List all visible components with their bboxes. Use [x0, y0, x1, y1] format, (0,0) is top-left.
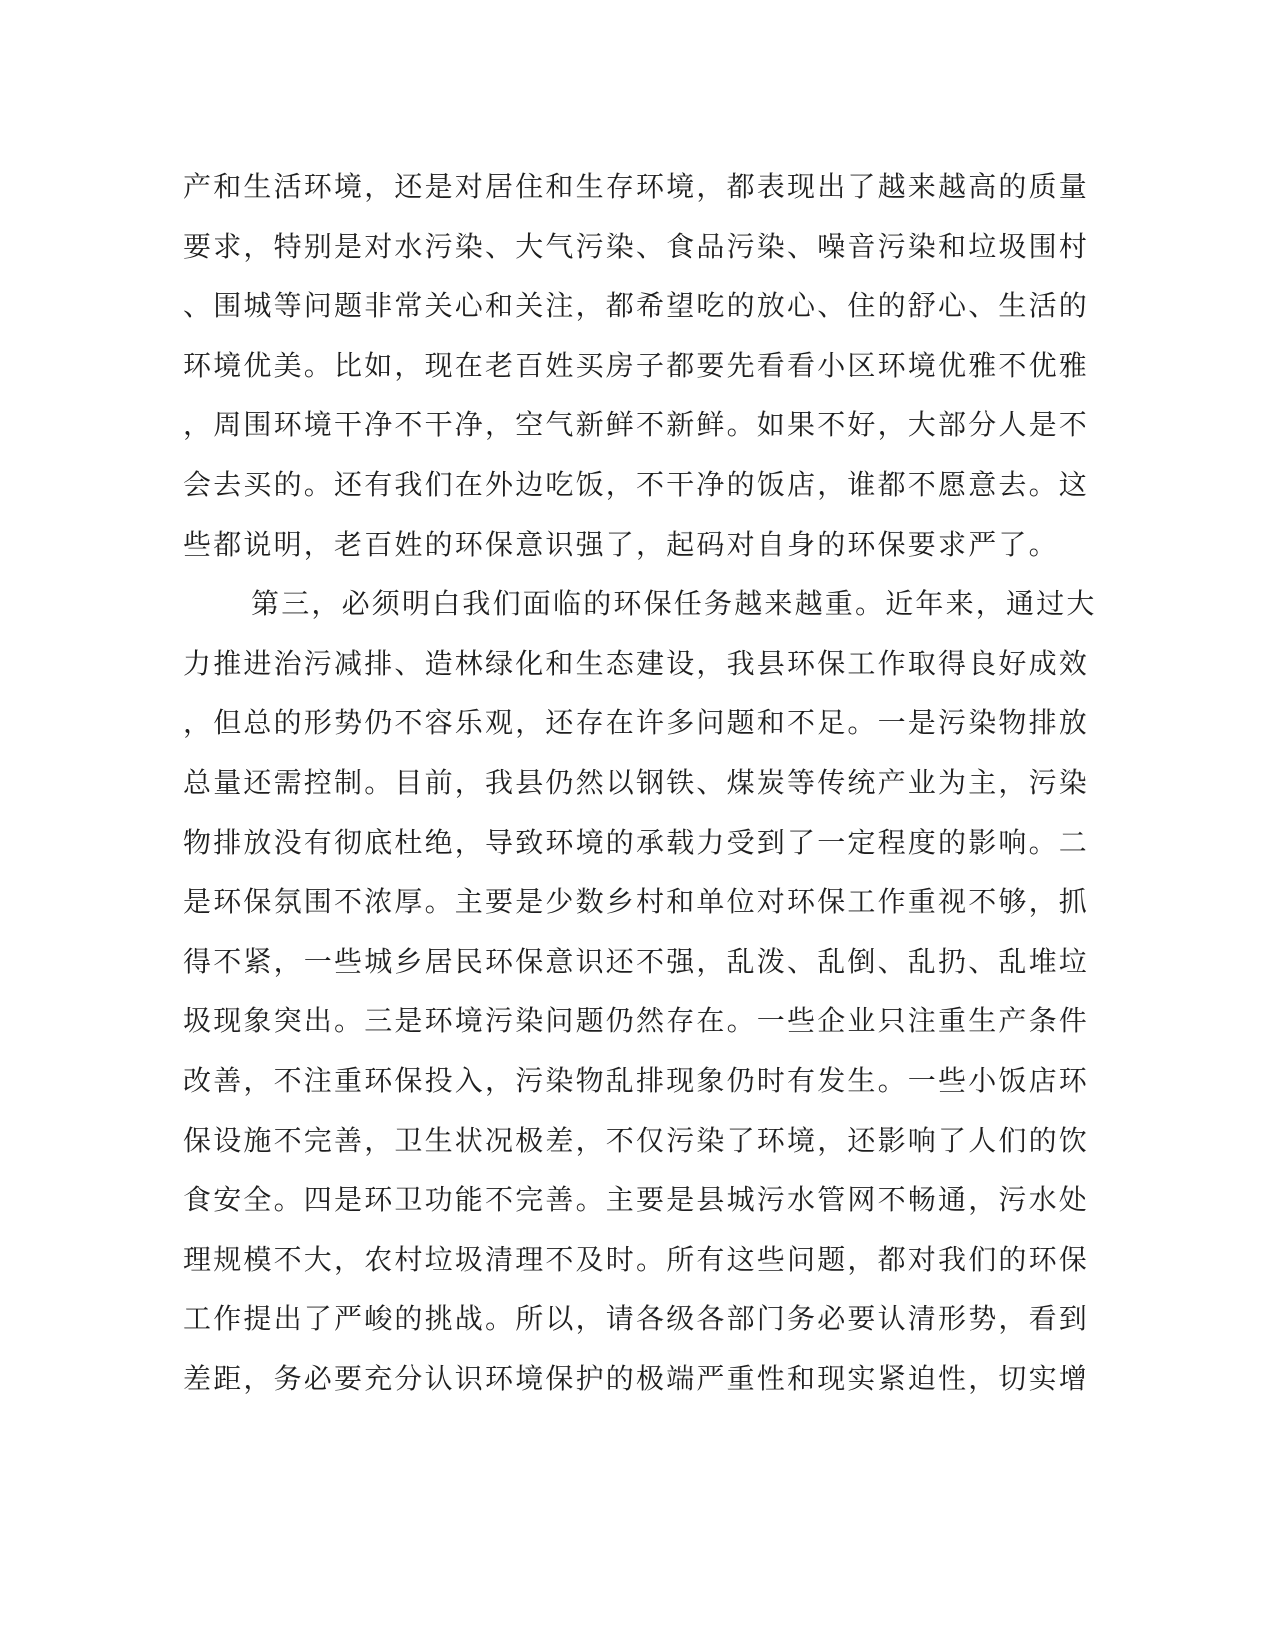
text-line: 要求，特别是对水污染、大气污染、食品污染、噪音污染和垃圾围村 — [183, 229, 1090, 263]
text-line: 环境优美。比如，现在老百姓买房子都要先看看小区环境优雅不优雅 — [183, 348, 1090, 382]
text-line: 些都说明，老百姓的环保意识强了，起码对自身的环保要求严了。 — [183, 527, 1059, 561]
text-line: 是环保氛围不浓厚。主要是少数乡村和单位对环保工作重视不够，抓 — [183, 885, 1090, 919]
text-line: 总量还需控制。目前，我县仍然以钢铁、煤炭等传统产业为主，污染 — [183, 765, 1090, 799]
body-text — [183, 157, 1097, 1408]
text-line: 保设施不完善，卫生状况极差，不仅污染了环境，还影响了人们的饮 — [183, 1123, 1090, 1157]
text-line: 圾现象突出。三是环境污染问题仍然存在。一些企业只注重生产条件 — [183, 1004, 1090, 1038]
text-line: 得不紧，一些城乡居民环保意识还不强，乱泼、乱倒、乱扔、乱堆垃 — [183, 944, 1090, 978]
text-line: 改善，不注重环保投入，污染物乱排现象仍时有发生。一些小饭店环 — [183, 1063, 1090, 1097]
paragraph-start-line: 第三，必须明白我们面临的环保任务越来越重。近年来，通过大 — [251, 587, 1097, 621]
text-line: 、围城等问题非常关心和关注，都希望吃的放心、住的舒心、生活的 — [183, 289, 1090, 323]
text-line: ，但总的形势仍不容乐观，还存在许多问题和不足。一是污染物排放 — [183, 706, 1090, 740]
text-line: 力推进治污减排、造林绿化和生态建设，我县环保工作取得良好成效 — [183, 646, 1090, 680]
text-line: 物排放没有彻底杜绝，导致环境的承载力受到了一定程度的影响。二 — [183, 825, 1090, 859]
text-line: 差距，务必要充分认识环境保护的极端严重性和现实紧迫性，切实增 — [183, 1361, 1090, 1395]
text-line: 产和生活环境，还是对居住和生存环境，都表现出了越来越高的质量 — [183, 170, 1090, 203]
text-line: 会去买的。还有我们在外边吃饭，不干净的饭店，谁都不愿意去。这 — [183, 467, 1090, 501]
text-line: ，周围环境干净不干净，空气新鲜不新鲜。如果不好，大部分人是不 — [183, 408, 1090, 442]
text-line: 工作提出了严峻的挑战。所以，请各级各部门务必要认清形势，看到 — [183, 1302, 1090, 1336]
text-line: 食安全。四是环卫功能不完善。主要是县城污水管网不畅通，污水处 — [183, 1183, 1090, 1217]
text-line: 理规模不大，农村垃圾清理不及时。所有这些问题，都对我们的环保 — [183, 1242, 1090, 1276]
